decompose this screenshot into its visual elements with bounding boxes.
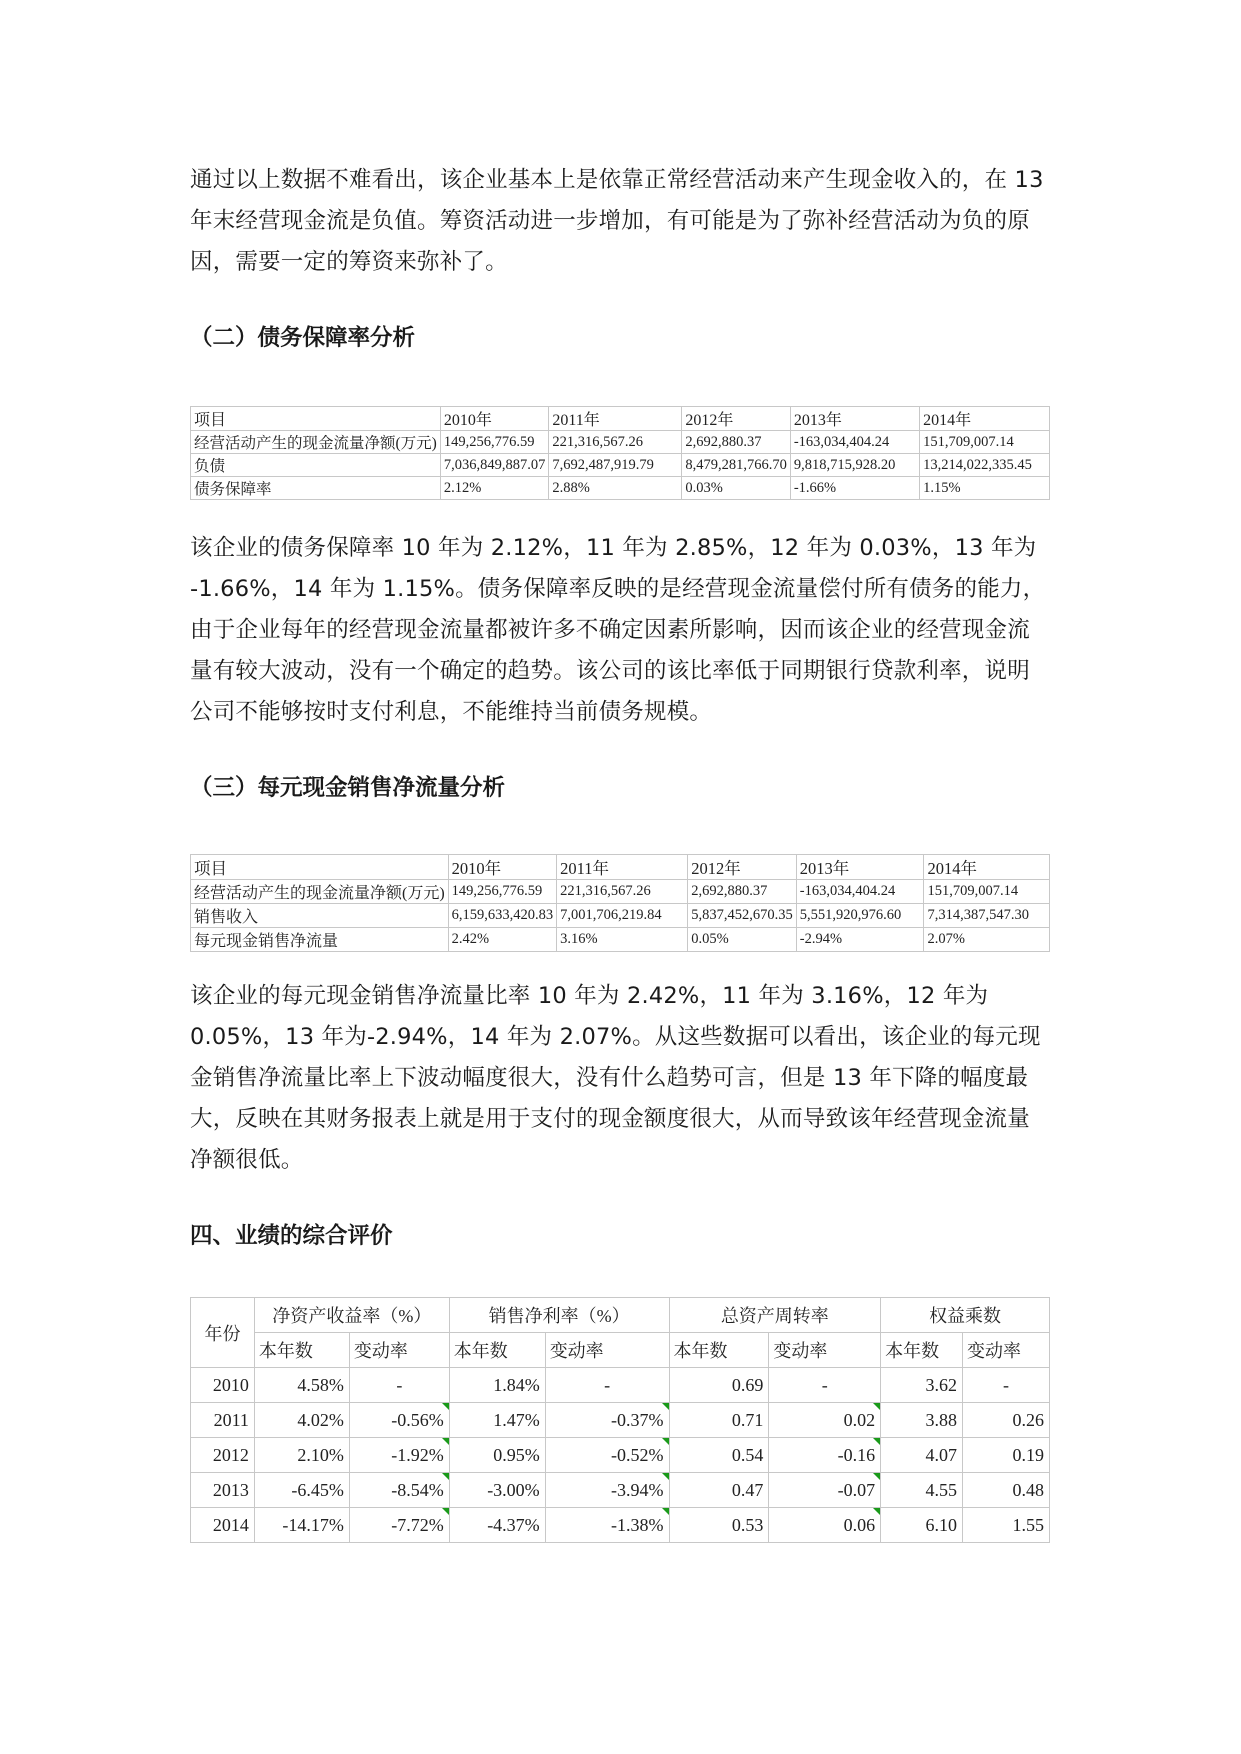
group-header-equity-multiplier: 权益乘数 — [881, 1298, 1050, 1333]
sub-header-change: 变动率 — [545, 1333, 669, 1368]
table-cell: -163,034,404.24 — [796, 880, 924, 904]
table-cell: 2.07% — [924, 928, 1050, 952]
header-cell: 2011年 — [557, 855, 688, 880]
table-cell: 0.48 — [963, 1473, 1050, 1508]
row-label: 经营活动产生的现金流量净额(万元) — [191, 431, 441, 454]
table-cell: 4.07 — [881, 1438, 963, 1473]
table-row — [191, 477, 1050, 500]
table-cell: 149,256,776.59 — [440, 431, 549, 454]
group-header-asset-turnover: 总资产周转率 — [669, 1298, 881, 1333]
table-cell: -8.54% — [349, 1473, 449, 1508]
table-cell: 149,256,776.59 — [448, 880, 557, 904]
table-cell: -7.72% — [349, 1508, 449, 1543]
table-cell: 5,837,452,670.35 — [688, 904, 797, 928]
year-cell: 2014 — [191, 1508, 255, 1543]
table-cell: -6.45% — [254, 1473, 349, 1508]
table-cell: 13,214,022,335.45 — [920, 454, 1050, 477]
table-row — [191, 431, 1050, 454]
year-cell: 2010 — [191, 1368, 255, 1403]
sub-header-current: 本年数 — [881, 1333, 963, 1368]
year-cell: 2012 — [191, 1438, 255, 1473]
table-cell: 0.03% — [682, 477, 791, 500]
table-cell: 6,159,633,420.83 — [448, 904, 557, 928]
table-cell: 2.10% — [254, 1438, 349, 1473]
table-cell: 2.42% — [448, 928, 557, 952]
sub-header-current: 本年数 — [449, 1333, 545, 1368]
table-cell: -0.37% — [545, 1403, 669, 1438]
table-cell: -2.94% — [796, 928, 924, 952]
table-cell: 0.71 — [669, 1403, 769, 1438]
table-cell: 1.15% — [920, 477, 1050, 500]
table-cell: 1.47% — [449, 1403, 545, 1438]
table-header-row — [191, 1298, 1050, 1333]
table-cell: 0.95% — [449, 1438, 545, 1473]
table-cell: 1.55 — [963, 1508, 1050, 1543]
header-cell: 项目 — [191, 407, 441, 431]
year-cell: 2013 — [191, 1473, 255, 1508]
table-cell: - — [963, 1368, 1050, 1403]
table-cell: - — [545, 1368, 669, 1403]
table-cell: 3.16% — [557, 928, 688, 952]
table-cell: 8,479,281,766.70 — [682, 454, 791, 477]
table-cell: 2,692,880.37 — [688, 880, 797, 904]
table-cell: 6.10 — [881, 1508, 963, 1543]
table-cell: 0.53 — [669, 1508, 769, 1543]
intro-paragraph: 通过以上数据不难看出，该企业基本上是依靠正常经营活动来产生现金收入的，在 13 年末经营现金流是负值。筹资活动进一步增加，有可能是为了弥补经营活动为负的原因，需要一定的筹资来弥补了。 — [190, 167, 1044, 275]
table-cell: -0.52% — [545, 1438, 669, 1473]
table-cell: 0.05% — [688, 928, 797, 952]
section3-paragraph: 该企业的每元现金销售净流量比率 10 年为 2.42%，11 年为 3.16%，12 年为 0.05%，13 年为-2.94%，14 年为 2.07%。从这些数据可以看出，该企业的每元现金销售净流量比率上下波动幅度很大，没有什么趋势可言，但是 13 年下降的幅度最大，反映在其财务报表上就是用于支付的现金额度很大，从而导致该年经营现金流量净额很低。 — [190, 983, 1041, 1173]
table-cell: 1.84% — [449, 1368, 545, 1403]
year-cell: 2011 — [191, 1403, 255, 1438]
table-cell: 0.02 — [769, 1403, 881, 1438]
table-cell: -14.17% — [254, 1508, 349, 1543]
sub-header-change: 变动率 — [349, 1333, 449, 1368]
table-header-row — [191, 407, 1050, 431]
table-cell: 4.58% — [254, 1368, 349, 1403]
table-row — [191, 1508, 1050, 1543]
header-cell: 2012年 — [682, 407, 791, 431]
section4-heading: 四、业绩的综合评价 — [190, 1223, 393, 1249]
header-cell: 2014年 — [924, 855, 1050, 880]
header-cell: 2014年 — [920, 407, 1050, 431]
debt-coverage-table — [190, 406, 1050, 500]
header-cell: 项目 — [191, 855, 449, 880]
table-cell: 221,316,567.26 — [549, 431, 682, 454]
table-cell: 2,692,880.37 — [682, 431, 791, 454]
table-cell: - — [349, 1368, 449, 1403]
table-cell: -0.07 — [769, 1473, 881, 1508]
table-subheader-row — [191, 1333, 1050, 1368]
table-cell: 5,551,920,976.60 — [796, 904, 924, 928]
table-cell: 4.02% — [254, 1403, 349, 1438]
row-label: 销售收入 — [191, 904, 449, 928]
row-label: 每元现金销售净流量 — [191, 928, 449, 952]
sub-header-current: 本年数 — [669, 1333, 769, 1368]
table-cell: 0.19 — [963, 1438, 1050, 1473]
row-label: 债务保障率 — [191, 477, 441, 500]
table-cell: 0.47 — [669, 1473, 769, 1508]
table-cell: 2.12% — [440, 477, 549, 500]
table-cell: 3.88 — [881, 1403, 963, 1438]
table-row — [191, 880, 1050, 904]
header-cell: 2012年 — [688, 855, 797, 880]
row-label: 负债 — [191, 454, 441, 477]
section2-heading: （二）债务保障率分析 — [190, 325, 416, 351]
header-cell: 2013年 — [790, 407, 919, 431]
table-cell: 0.26 — [963, 1403, 1050, 1438]
table-cell: 7,314,387,547.30 — [924, 904, 1050, 928]
table-row — [191, 928, 1050, 952]
table-cell: -1.66% — [790, 477, 919, 500]
table-cell: -1.38% — [545, 1508, 669, 1543]
table-cell: -3.00% — [449, 1473, 545, 1508]
table-cell: 0.54 — [669, 1438, 769, 1473]
performance-evaluation-table — [190, 1297, 1050, 1543]
table-cell: -163,034,404.24 — [790, 431, 919, 454]
table-cell: -4.37% — [449, 1508, 545, 1543]
table-cell: 151,709,007.14 — [920, 431, 1050, 454]
table-row — [191, 1438, 1050, 1473]
table-cell: - — [769, 1368, 881, 1403]
table-cell: 9,818,715,928.20 — [790, 454, 919, 477]
table-cell: 151,709,007.14 — [924, 880, 1050, 904]
section2-paragraph: 该企业的债务保障率 10 年为 2.12%，11 年为 2.85%，12 年为 0.03%，13 年为 -1.66%，14 年为 1.15%。债务保障率反映的是经营现金流量偿付所有债务的能力，由于企业每年的经营现金流量都被许多不确定因素所影响，因而该企业的经营现金流量有较大波动，没有一个确定的趋势。该公司的该比率低于同期银行贷款利率，说明公司不能够按时支付利息，不能维持当前债务规模。 — [190, 535, 1046, 725]
table-cell: 3.62 — [881, 1368, 963, 1403]
table-row — [191, 454, 1050, 477]
table-cell: -1.92% — [349, 1438, 449, 1473]
table-row — [191, 1473, 1050, 1508]
table-row — [191, 904, 1050, 928]
header-cell: 2010年 — [448, 855, 557, 880]
sub-header-change: 变动率 — [769, 1333, 881, 1368]
table-cell: -0.56% — [349, 1403, 449, 1438]
table-header-row — [191, 855, 1050, 880]
table-cell: 0.69 — [669, 1368, 769, 1403]
table-row — [191, 1368, 1050, 1403]
table-row — [191, 1403, 1050, 1438]
table-cell: 7,036,849,887.07 — [440, 454, 549, 477]
header-cell: 2011年 — [549, 407, 682, 431]
table-cell: 0.06 — [769, 1508, 881, 1543]
cash-sales-flow-table — [190, 854, 1050, 952]
sub-header-current: 本年数 — [254, 1333, 349, 1368]
table-cell: 221,316,567.26 — [557, 880, 688, 904]
section3-heading: （三）每元现金销售净流量分析 — [190, 775, 506, 801]
table-cell: 4.55 — [881, 1473, 963, 1508]
group-header-net-margin: 销售净利率（%） — [449, 1298, 669, 1333]
year-header: 年份 — [191, 1298, 255, 1368]
table-cell: 7,001,706,219.84 — [557, 904, 688, 928]
group-header-roe: 净资产收益率（%） — [254, 1298, 449, 1333]
header-cell: 2013年 — [796, 855, 924, 880]
header-cell: 2010年 — [440, 407, 549, 431]
sub-header-change: 变动率 — [963, 1333, 1050, 1368]
table-cell: 2.88% — [549, 477, 682, 500]
table-cell: 7,692,487,919.79 — [549, 454, 682, 477]
table-cell: -3.94% — [545, 1473, 669, 1508]
row-label: 经营活动产生的现金流量净额(万元) — [191, 880, 449, 904]
table-cell: -0.16 — [769, 1438, 881, 1473]
